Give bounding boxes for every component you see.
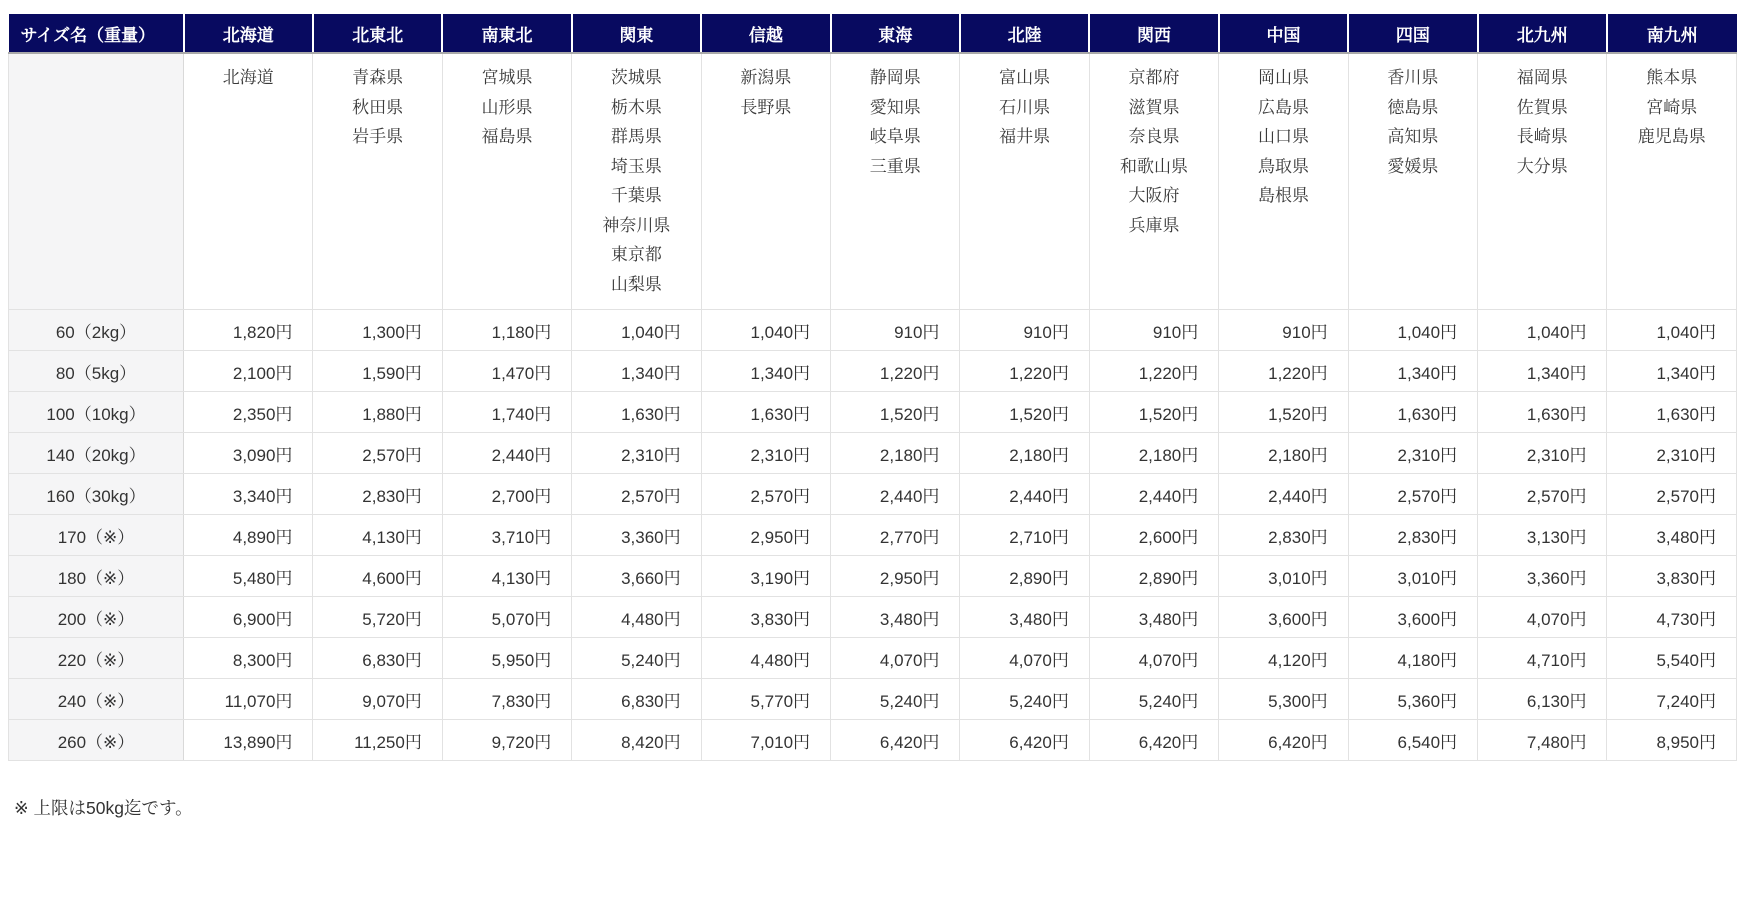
price-cell-東海: 4,070円 [831,638,960,679]
price-cell-四国: 1,340円 [1348,351,1477,392]
prefecture-name: 千葉県 [610,186,662,205]
prefecture-name: 神奈川県 [602,215,671,235]
price-cell-南東北: 3,710円 [442,515,571,556]
price-cell-中国: 6,420円 [1219,720,1348,761]
price-cell-東海: 2,770円 [831,515,960,556]
prefecture-name: 新潟県 [740,68,792,87]
price-cell-中国: 2,830円 [1219,515,1348,556]
prefecture-name: 群馬県 [610,127,662,146]
price-cell-信越: 1,340円 [701,351,830,392]
prefecture-name: 栃木県 [610,97,662,117]
price-cell-信越: 3,190円 [701,556,830,597]
price-cell-東海: 2,440円 [831,474,960,515]
price-cell-北東北: 11,250円 [313,720,442,761]
price-cell-南九州: 3,830円 [1607,556,1737,597]
size-row-label: 170（※） [9,515,184,556]
price-cell-中国: 3,600円 [1219,597,1348,638]
price-cell-北東北: 1,880円 [313,392,442,433]
price-cell-北東北: 2,570円 [313,433,442,474]
prefecture-list-南九州 [1607,53,1737,310]
price-cell-信越: 1,630円 [701,392,830,433]
price-cell-南九州: 8,950円 [1607,720,1737,761]
prefecture-name: 山梨県 [610,274,662,294]
price-cell-北東北: 1,590円 [313,351,442,392]
prefecture-name: 静岡県 [869,68,921,87]
size-row-label: 260（※） [9,720,184,761]
price-cell-南東北: 5,070円 [442,597,571,638]
prefecture-row [9,53,1737,310]
price-cell-北陸: 4,070円 [960,638,1089,679]
region-header-北東北: 北東北 [313,14,442,53]
region-header-関西: 関西 [1089,14,1218,53]
price-cell-南東北: 7,830円 [442,679,571,720]
price-cell-北九州: 1,040円 [1478,310,1607,351]
price-cell-東海: 910円 [831,310,960,351]
price-cell-関西: 3,480円 [1089,597,1218,638]
price-cell-信越: 1,040円 [701,310,830,351]
price-cell-四国: 2,570円 [1348,474,1477,515]
prefecture-name: 茨城県 [610,68,662,87]
prefecture-name: 山口県 [1257,127,1309,146]
price-cell-南東北: 1,180円 [442,310,571,351]
price-cell-関東: 2,570円 [572,474,701,515]
price-cell-四国: 3,600円 [1348,597,1477,638]
price-cell-北海道: 3,090円 [184,433,313,474]
prefecture-name: 大阪府 [1128,186,1180,205]
prefecture-name: 鹿児島県 [1637,127,1706,146]
price-cell-四国: 2,310円 [1348,433,1477,474]
price-cell-関東: 5,240円 [572,638,701,679]
price-cell-北海道: 2,350円 [184,392,313,433]
price-cell-中国: 1,220円 [1219,351,1348,392]
price-cell-北東北: 4,600円 [313,556,442,597]
rate-row [9,720,1737,761]
price-cell-関東: 1,630円 [572,392,701,433]
price-cell-四国: 1,040円 [1348,310,1477,351]
price-cell-東海: 2,950円 [831,556,960,597]
prefecture-name: 福島県 [481,127,533,146]
prefecture-name: 山形県 [481,97,533,117]
price-cell-関東: 2,310円 [572,433,701,474]
prefecture-name: 北海道 [222,68,274,87]
price-cell-北海道: 8,300円 [184,638,313,679]
price-cell-信越: 2,310円 [701,433,830,474]
region-header-信越: 信越 [701,14,830,53]
price-cell-中国: 2,440円 [1219,474,1348,515]
region-header-南九州: 南九州 [1607,14,1737,53]
prefecture-list-北陸 [960,53,1089,310]
price-cell-南東北: 9,720円 [442,720,571,761]
price-cell-南東北: 1,470円 [442,351,571,392]
region-header-関東: 関東 [572,14,701,53]
size-row-label: 200（※） [9,597,184,638]
region-header-四国: 四国 [1348,14,1477,53]
prefecture-name: 佐賀県 [1516,97,1568,117]
prefecture-name: 石川県 [999,97,1051,117]
price-cell-北九州: 4,710円 [1478,638,1607,679]
price-cell-北陸: 910円 [960,310,1089,351]
price-cell-四国: 4,180円 [1348,638,1477,679]
price-cell-関東: 1,040円 [572,310,701,351]
prefecture-list-南東北 [442,53,571,310]
price-cell-北陸: 5,240円 [960,679,1089,720]
price-cell-四国: 2,830円 [1348,515,1477,556]
rate-row [9,474,1737,515]
price-cell-南東北: 1,740円 [442,392,571,433]
price-cell-関東: 3,660円 [572,556,701,597]
price-cell-四国: 3,010円 [1348,556,1477,597]
size-row-label: 80（5kg） [9,351,184,392]
prefecture-name: 和歌山県 [1120,156,1189,176]
price-cell-南九州: 1,630円 [1607,392,1737,433]
region-header-東海: 東海 [831,14,960,53]
prefecture-name: 長野県 [740,97,792,117]
prefecture-name: 徳島県 [1387,97,1439,117]
price-cell-北海道: 5,480円 [184,556,313,597]
price-cell-北東北: 5,720円 [313,597,442,638]
price-cell-北海道: 11,070円 [184,679,313,720]
price-cell-信越: 5,770円 [701,679,830,720]
prefecture-name: 香川県 [1387,68,1439,87]
price-cell-四国: 6,540円 [1348,720,1477,761]
corner-header-size-weight: サイズ名（重量） [9,14,184,53]
prefecture-name: 鳥取県 [1257,156,1309,176]
prefecture-list-中国 [1219,53,1348,310]
price-cell-北陸: 6,420円 [960,720,1089,761]
rate-row [9,638,1737,679]
price-cell-北九州: 2,310円 [1478,433,1607,474]
prefecture-list-関西 [1089,53,1218,310]
price-cell-関西: 2,180円 [1089,433,1218,474]
price-cell-北海道: 13,890円 [184,720,313,761]
price-cell-関東: 8,420円 [572,720,701,761]
size-row-label: 100（10kg） [9,392,184,433]
price-cell-北東北: 9,070円 [313,679,442,720]
region-header-中国: 中国 [1219,14,1348,53]
region-header-北陸: 北陸 [960,14,1089,53]
price-cell-関西: 6,420円 [1089,720,1218,761]
rate-row [9,597,1737,638]
price-cell-中国: 5,300円 [1219,679,1348,720]
prefecture-name: 岩手県 [352,127,404,146]
price-cell-南九州: 1,340円 [1607,351,1737,392]
prefecture-name: 島根県 [1257,186,1309,205]
price-cell-東海: 3,480円 [831,597,960,638]
price-cell-北九州: 7,480円 [1478,720,1607,761]
prefecture-name: 福岡県 [1516,68,1568,87]
price-cell-北陸: 1,520円 [960,392,1089,433]
price-cell-南九州: 2,310円 [1607,433,1737,474]
prefecture-name: 福井県 [999,127,1051,146]
region-header-北九州: 北九州 [1478,14,1607,53]
price-cell-関東: 6,830円 [572,679,701,720]
price-cell-北陸: 3,480円 [960,597,1089,638]
price-cell-信越: 4,480円 [701,638,830,679]
size-column-spacer [9,53,184,310]
price-cell-南東北: 4,130円 [442,556,571,597]
prefecture-list-関東 [572,53,701,310]
price-cell-北九州: 3,130円 [1478,515,1607,556]
prefecture-name: 宮崎県 [1646,97,1698,117]
prefecture-name: 高知県 [1387,127,1439,146]
price-cell-北陸: 2,710円 [960,515,1089,556]
price-cell-南九州: 5,540円 [1607,638,1737,679]
rate-row [9,556,1737,597]
prefecture-name: 大分県 [1516,156,1568,176]
price-cell-信越: 3,830円 [701,597,830,638]
prefecture-name: 岡山県 [1257,68,1309,87]
prefecture-list-信越 [701,53,830,310]
price-cell-南九州: 4,730円 [1607,597,1737,638]
price-cell-北陸: 2,180円 [960,433,1089,474]
prefecture-name: 富山県 [999,68,1051,87]
price-cell-中国: 4,120円 [1219,638,1348,679]
price-cell-関西: 2,600円 [1089,515,1218,556]
size-row-label: 180（※） [9,556,184,597]
size-row-label: 160（30kg） [9,474,184,515]
price-cell-南九州: 7,240円 [1607,679,1737,720]
price-cell-南九州: 2,570円 [1607,474,1737,515]
region-header-row [9,14,1737,53]
size-row-label: 60（2kg） [9,310,184,351]
price-cell-東海: 1,220円 [831,351,960,392]
price-cell-関西: 2,440円 [1089,474,1218,515]
price-cell-南東北: 5,950円 [442,638,571,679]
prefecture-name: 青森県 [352,68,404,87]
prefecture-list-北九州 [1478,53,1607,310]
price-cell-北海道: 1,820円 [184,310,313,351]
prefecture-name: 愛知県 [869,97,921,117]
price-cell-北海道: 2,100円 [184,351,313,392]
price-cell-東海: 2,180円 [831,433,960,474]
prefecture-list-四国 [1348,53,1477,310]
size-row-label: 140（20kg） [9,433,184,474]
price-cell-北九州: 3,360円 [1478,556,1607,597]
price-cell-北東北: 6,830円 [313,638,442,679]
rate-row [9,310,1737,351]
prefecture-name: 京都府 [1128,68,1180,87]
price-cell-北東北: 2,830円 [313,474,442,515]
prefecture-list-北海道 [184,53,313,310]
price-cell-中国: 2,180円 [1219,433,1348,474]
price-cell-北東北: 4,130円 [313,515,442,556]
price-cell-北海道: 3,340円 [184,474,313,515]
price-cell-信越: 7,010円 [701,720,830,761]
price-cell-関西: 5,240円 [1089,679,1218,720]
price-cell-北陸: 2,890円 [960,556,1089,597]
prefecture-name: 東京都 [610,245,662,264]
prefecture-name: 岐阜県 [869,127,921,146]
rate-row [9,679,1737,720]
price-cell-信越: 2,950円 [701,515,830,556]
price-cell-関西: 1,220円 [1089,351,1218,392]
price-cell-北海道: 4,890円 [184,515,313,556]
prefecture-name: 熊本県 [1646,68,1698,87]
prefecture-name: 広島県 [1257,97,1309,117]
rate-row [9,515,1737,556]
prefecture-name: 兵庫県 [1128,215,1180,235]
price-cell-関東: 1,340円 [572,351,701,392]
price-cell-関西: 4,070円 [1089,638,1218,679]
rate-row [9,392,1737,433]
prefecture-name: 宮城県 [481,68,533,87]
price-cell-南九州: 3,480円 [1607,515,1737,556]
price-cell-関西: 1,520円 [1089,392,1218,433]
price-cell-北陸: 2,440円 [960,474,1089,515]
price-cell-北九州: 4,070円 [1478,597,1607,638]
price-cell-北九州: 1,630円 [1478,392,1607,433]
rate-row [9,433,1737,474]
prefecture-name: 三重県 [869,156,921,176]
price-cell-中国: 3,010円 [1219,556,1348,597]
prefecture-name: 奈良県 [1128,127,1180,146]
prefecture-name: 長崎県 [1516,127,1568,146]
price-cell-東海: 6,420円 [831,720,960,761]
prefecture-list-東海 [831,53,960,310]
price-cell-関西: 910円 [1089,310,1218,351]
size-row-label: 220（※） [9,638,184,679]
price-cell-南東北: 2,700円 [442,474,571,515]
price-cell-北九州: 6,130円 [1478,679,1607,720]
price-cell-中国: 1,520円 [1219,392,1348,433]
rate-row [9,351,1737,392]
price-cell-関西: 2,890円 [1089,556,1218,597]
prefecture-name: 埼玉県 [610,156,662,176]
price-cell-東海: 1,520円 [831,392,960,433]
price-cell-北九州: 2,570円 [1478,474,1607,515]
prefecture-list-北東北 [313,53,442,310]
region-header-南東北: 南東北 [442,14,571,53]
price-cell-中国: 910円 [1219,310,1348,351]
price-cell-信越: 2,570円 [701,474,830,515]
weight-limit-note: ※ 上限は50kg迄です。 [14,798,193,818]
price-cell-北海道: 6,900円 [184,597,313,638]
price-cell-関東: 4,480円 [572,597,701,638]
price-cell-北東北: 1,300円 [313,310,442,351]
prefecture-name: 秋田県 [352,97,404,117]
price-cell-四国: 5,360円 [1348,679,1477,720]
price-cell-北陸: 1,220円 [960,351,1089,392]
prefecture-name: 滋賀県 [1128,97,1180,117]
price-cell-関東: 3,360円 [572,515,701,556]
region-header-北海道: 北海道 [184,14,313,53]
price-cell-北九州: 1,340円 [1478,351,1607,392]
price-cell-南東北: 2,440円 [442,433,571,474]
price-cell-南九州: 1,040円 [1607,310,1737,351]
shipping-rate-table [8,14,1737,761]
size-row-label: 240（※） [9,679,184,720]
price-cell-四国: 1,630円 [1348,392,1477,433]
price-cell-東海: 5,240円 [831,679,960,720]
prefecture-name: 愛媛県 [1387,156,1439,176]
